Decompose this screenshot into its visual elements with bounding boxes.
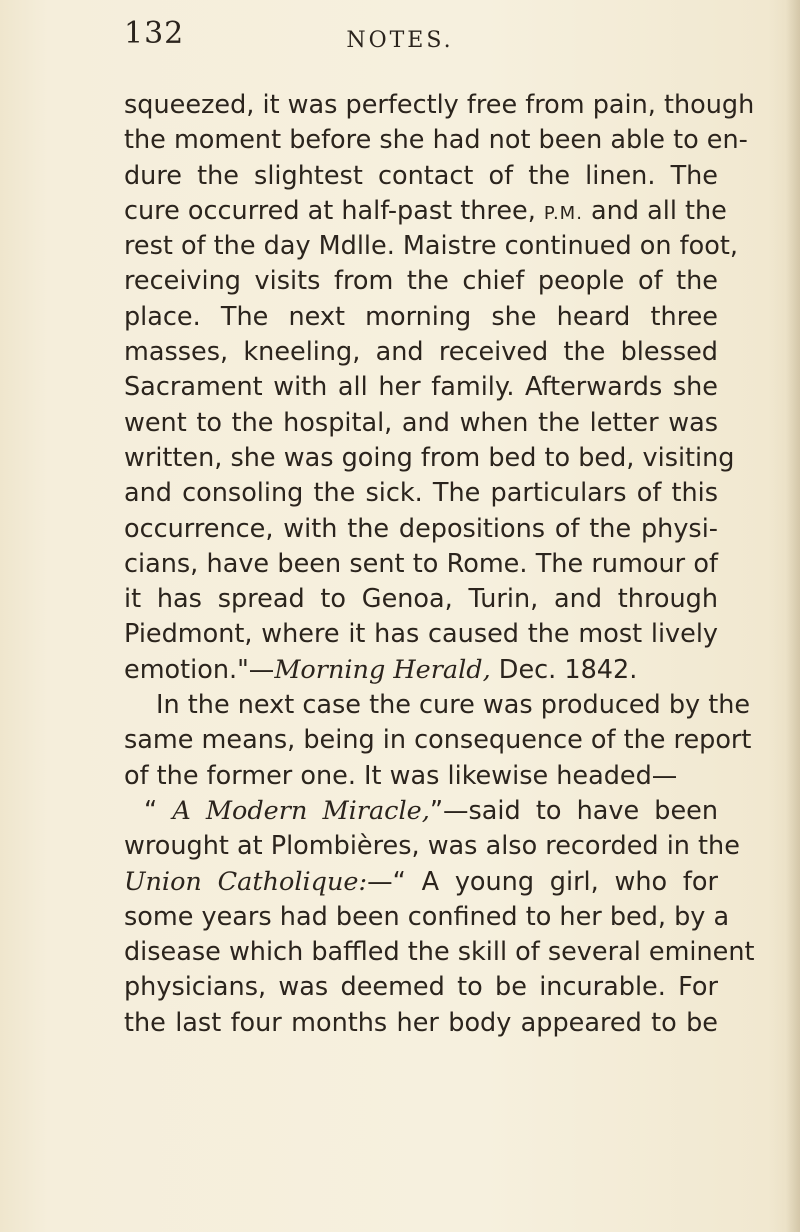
text-line: some years had been confined to her bed, by a (124, 901, 730, 932)
text-line: squeezed, it was perfectly free from pain, though (124, 90, 755, 120)
text-line (124, 653, 718, 688)
text-segment: —“ A young girl, who for (367, 866, 718, 897)
text-line: occurrence, with the depositions of the physi- (124, 513, 718, 544)
small-caps-pm: P.M. (543, 202, 583, 224)
text-line: Sacrament with all her family. Afterwards she (124, 372, 718, 403)
text-line: rest of the day Mdlle. Maistre continued on foot, (124, 231, 738, 262)
text-line: disease which baffled the skill of several eminent (124, 937, 755, 968)
text-line: it has spread to Genoa, Turin, and through (124, 584, 718, 615)
text-line: dure the slightest contact of the linen. The (124, 160, 718, 191)
running-head: NOTES. (346, 28, 454, 53)
body-text (124, 88, 755, 1041)
text-line: physicians, was deemed to be incurable. For (124, 972, 718, 1003)
article-title: A Modern Miracle, (172, 795, 430, 826)
text-segment: emotion."— (124, 654, 275, 685)
text-line: cians, have been sent to Rome. The rumour of (124, 548, 718, 579)
text-segment: Dec. 1842. (490, 654, 638, 685)
text-segment: ”—said to have been (429, 795, 718, 826)
text-segment: “ (144, 795, 173, 826)
text-line: receiving visits from the chief people of the (124, 266, 718, 297)
text-line: went to the hospital, and when the letter was (124, 407, 718, 438)
text-line: the moment before she had not been able to en- (124, 125, 748, 156)
page-edge-shadow (786, 0, 800, 1232)
text-line (124, 194, 727, 229)
text-segment: cure occurred at half-past three, (124, 195, 544, 226)
text-line: wrought at Plombières, was also recorded in the (124, 831, 740, 862)
text-segment: and all the (582, 195, 727, 226)
text-line: and consoling the sick. The particulars of this (124, 478, 718, 509)
text-line: same means, being in consequence of the report (124, 725, 752, 756)
text-line: place. The next morning she heard three (124, 301, 718, 332)
text-line: of the former one. It was likewise headed— (124, 760, 678, 791)
text-line: Piedmont, where it has caused the most lively (124, 619, 718, 650)
text-line (124, 794, 718, 829)
text-line: written, she was going from bed to bed, visiting (124, 442, 735, 473)
text-line: masses, kneeling, and received the blessed (124, 337, 718, 368)
page-number: 132 (124, 16, 185, 51)
publication-title: Union Catholique: (124, 866, 368, 897)
text-line: In the next case the cure was produced by the (156, 690, 751, 721)
text-line (124, 865, 718, 900)
text-line: the last four months her body appeared to be (124, 1007, 718, 1038)
citation-title: Morning Herald, (274, 654, 491, 685)
